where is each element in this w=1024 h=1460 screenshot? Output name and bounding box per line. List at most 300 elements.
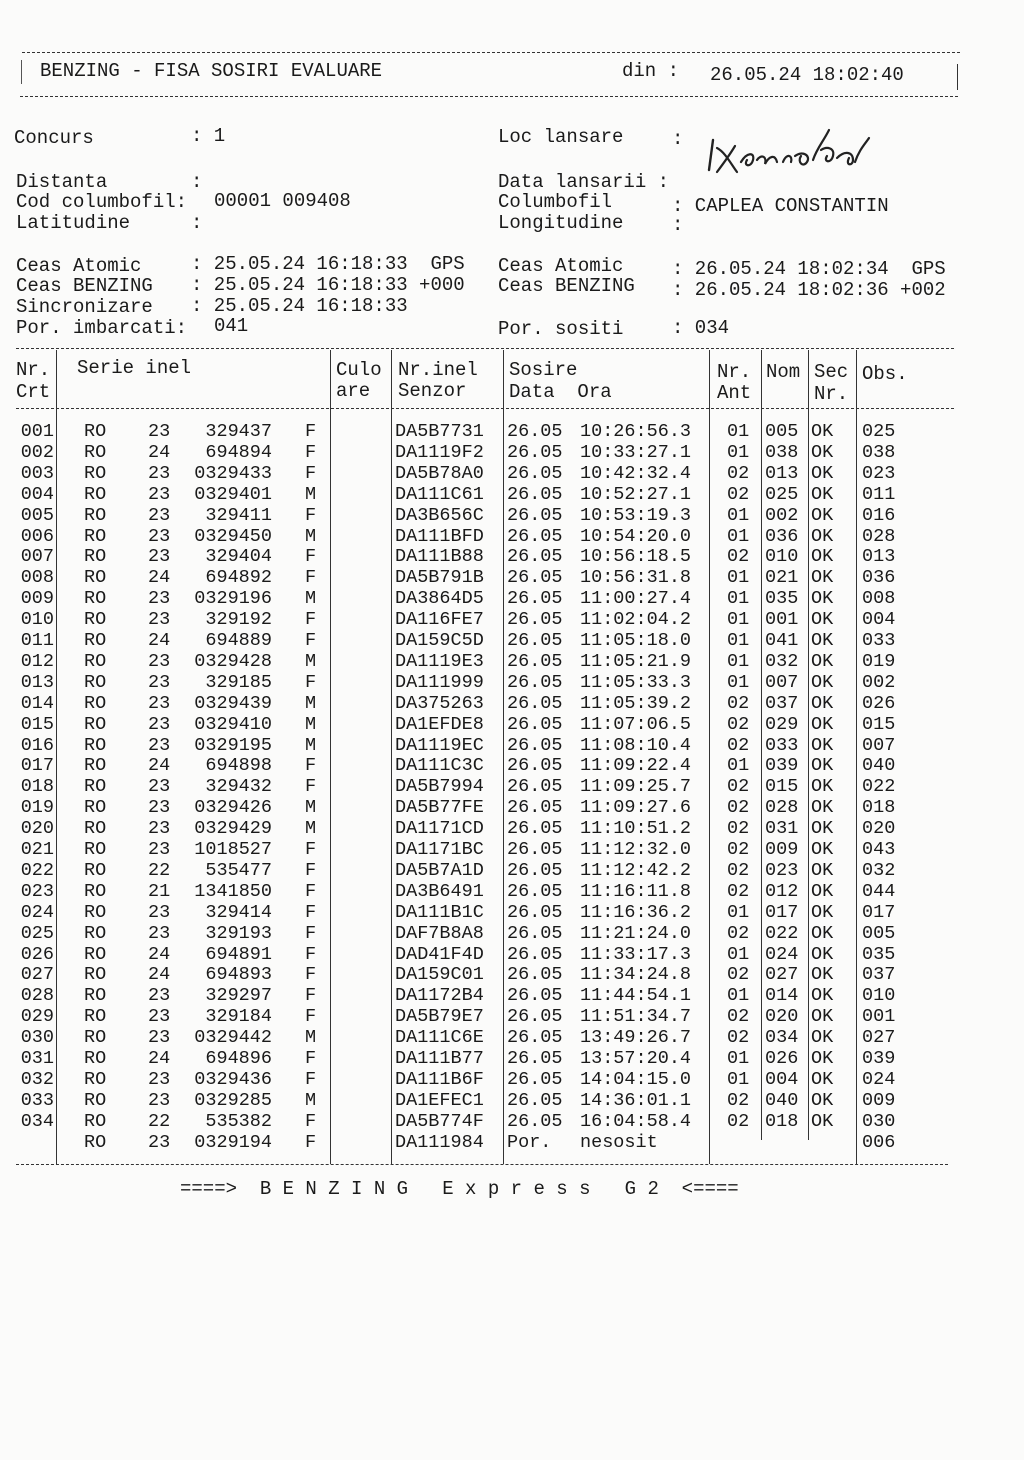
cell-sec: OK [811,776,834,798]
cell-inel: 694889 [205,630,272,651]
cell-data: 26.05 [507,985,563,1007]
cell-ora: 11:10:51.2 [580,818,692,840]
cell-an: 23 [148,797,171,819]
cell-senzor: DA5B7994 [395,776,484,798]
cell-sex: F [305,504,317,526]
cell-obs: 044 [862,880,896,902]
cell-obs: 006 [862,1131,896,1153]
col-sep-culoare [391,350,392,1164]
cell-senzor: DA5B78A0 [395,462,484,484]
cell-inel: 535382 [205,1110,272,1132]
loc-lansare-label: Loc lansare [498,126,624,148]
cell-obs: 035 [862,943,896,965]
cell-inel: 0329428 [194,650,272,672]
cell-ant: 02 [727,546,750,568]
cell-inel: 329404 [205,546,272,568]
concurs-label: Concurs [14,127,94,149]
cell-data: 26.05 [507,776,563,798]
cell-obs: 024 [862,1068,896,1090]
cell-nom: 028 [765,797,799,819]
cell-crt: 006 [20,525,54,547]
cell-nom: 033 [765,734,799,756]
cell-nom: 015 [765,776,799,798]
cell-sex: F [305,776,317,798]
cell-sec: OK [811,692,834,714]
cod-columbofil-label: Cod columbofil: [16,191,188,213]
cell-nom: 018 [765,1110,799,1132]
cell-sex: F [305,671,317,693]
cell-an: 24 [148,567,171,589]
cell-tara: RO [84,692,107,714]
cell-senzor: DA1119E3 [395,650,484,672]
cell-an: 24 [148,441,171,463]
cell-an: 23 [148,985,171,1007]
cell-obs: 025 [862,421,896,442]
cell-data: 26.05 [507,525,563,547]
cell-senzor: DA111B77 [395,1048,484,1069]
cell-nom: 039 [765,755,799,777]
report-title: BENZING - FISA SOSIRI EVALUARE [40,60,383,82]
cell-sec: OK [811,441,834,463]
cell-ora: 11:51:34.7 [580,1006,692,1028]
cell-inel: 329193 [205,922,272,944]
cell-an: 23 [148,421,171,442]
cell-inel: 0329433 [194,462,272,484]
cell-crt: 026 [20,943,54,965]
cell-inel: 0329442 [194,1027,272,1049]
cell-senzor: DAD41F4D [395,943,484,965]
cell-sec: OK [811,985,834,1007]
cell-obs: 004 [862,609,896,631]
cell-ant: 01 [727,901,750,923]
cell-data: 26.05 [507,483,563,505]
cell-inel: 329184 [205,1006,272,1028]
col-sep-senzor [503,350,504,1164]
cell-ant: 01 [727,650,750,672]
cell-ora: 10:33:27.1 [580,441,692,463]
cell-sec: OK [811,462,834,484]
cell-ora: 11:16:11.8 [580,880,692,902]
cell-ant: 02 [727,1089,750,1111]
cell-an: 23 [148,734,171,756]
cell-ant: 02 [727,964,750,986]
cell-inel: 694894 [205,441,272,463]
cell-nom: 012 [765,880,799,902]
cell-sec: OK [811,943,834,965]
th-nr: Nr. [16,359,51,381]
cell-sex: F [305,462,317,484]
loc-lansare-sep: : [672,128,684,150]
cell-an: 23 [148,1027,171,1049]
cell-senzor: DA111BFD [395,525,484,547]
cell-crt: 030 [20,1027,54,1049]
cell-inel: 0329194 [194,1131,272,1153]
cell-senzor: DA3B6491 [395,880,484,902]
cell-data: 26.05 [507,421,563,442]
cell-ant: 01 [727,609,750,631]
ceas-benzing-end-value: : 26.05.24 18:02:36 +002 [672,279,946,301]
cell-data: 26.05 [507,901,563,923]
cell-data: 26.05 [507,462,563,484]
th-nr-ant: Nr. [717,361,752,383]
cell-sex: F [305,943,317,965]
cell-ant: 02 [727,880,750,902]
cell-senzor: DA1119EC [395,734,484,756]
cell-ant: 01 [727,1048,750,1069]
cell-an: 23 [148,1089,171,1111]
cell-inel: 0329439 [194,692,272,714]
th-data-ora: Data Ora [509,381,612,403]
cell-ant: 01 [727,588,750,610]
cell-sec: OK [811,734,834,756]
cell-sec: OK [811,609,834,631]
cell-ant: 02 [727,922,750,944]
cell-sec: OK [811,964,834,986]
cell-ant: 01 [727,567,750,589]
cell-ora: 11:33:17.3 [580,943,692,965]
cell-obs: 022 [862,776,896,798]
cell-senzor: DA5B77FE [395,797,484,819]
cell-an: 22 [148,1110,171,1132]
cell-sec: OK [811,713,834,735]
cell-sec: OK [811,901,834,923]
header-bottom-rule [20,96,958,97]
cell-an: 23 [148,588,171,610]
cell-ant: 02 [727,713,750,735]
cell-nom: 013 [765,462,799,484]
cell-data: 26.05 [507,1006,563,1028]
cell-data: 26.05 [507,630,563,651]
cell-ora: 10:54:20.0 [580,525,692,547]
cell-tara: RO [84,609,107,631]
cell-an: 23 [148,671,171,693]
th-sec-nr: Nr. [814,383,849,405]
cell-inel: 0329436 [194,1068,272,1090]
cell-senzor: DA5B7731 [395,421,484,442]
cell-senzor: DA116FE7 [395,609,484,631]
cell-obs: 001 [862,1006,896,1028]
cell-ora: 11:16:36.2 [580,901,692,923]
cell-obs: 036 [862,567,896,589]
header-left-edge [21,60,22,84]
cell-tara: RO [84,421,107,442]
cell-ora: 11:02:04.2 [580,609,692,631]
cell-ant: 02 [727,776,750,798]
cell-tara: RO [84,859,107,881]
cell-tara: RO [84,943,107,965]
cell-tara: RO [84,1131,107,1153]
cell-inel: 0329429 [194,818,272,840]
cell-ant: 02 [727,734,750,756]
cell-an: 23 [148,1131,171,1153]
cell-senzor: DA111C3C [395,755,484,777]
cell-senzor: DA5B774F [395,1110,484,1132]
cell-sec: OK [811,859,834,881]
cell-sex: F [305,567,317,589]
cell-nom: 038 [765,441,799,463]
cell-ora: 11:08:10.4 [580,734,692,756]
cell-data: 26.05 [507,818,563,840]
cell-ora: 14:36:01.1 [580,1089,692,1111]
cell-sex: F [305,859,317,881]
cell-senzor: DA111B1C [395,901,484,923]
cell-crt: 025 [20,922,54,944]
cell-data: 26.05 [507,504,563,526]
th-nr-inel: Nr.inel [398,359,478,381]
header-right-edge [957,64,958,90]
latitudine-value: : [191,212,203,234]
cell-crt: 013 [20,671,54,693]
cell-sec: OK [811,567,834,589]
col-sep-ant [761,350,762,1140]
cell-crt: 032 [20,1068,54,1090]
cell-ora: 16:04:58.4 [580,1110,692,1132]
cell-crt: 028 [20,985,54,1007]
cell-obs: 019 [862,650,896,672]
cell-an: 23 [148,839,171,860]
cell-sex: M [305,1027,317,1049]
cell-obs: 039 [862,1048,896,1069]
cell-tara: RO [84,734,107,756]
cell-crt: 014 [20,692,54,714]
cell-inel: 694896 [205,1048,272,1069]
cell-ant: 02 [727,859,750,881]
cell-sex: M [305,588,317,610]
sincronizare-label: Sincronizare [16,296,153,318]
por-sositi-value: : 034 [672,317,730,339]
distanta-label: Distanta [16,171,108,193]
cell-ant: 02 [727,1110,750,1132]
cell-an: 23 [148,546,171,568]
cell-tara: RO [84,1110,107,1132]
cell-an: 23 [148,1006,171,1028]
cell-inel: 694893 [205,964,272,986]
cell-crt: 007 [20,546,54,568]
cell-crt: 002 [20,441,54,463]
cell-senzor: DA3864D5 [395,588,484,610]
cell-sec: OK [811,1068,834,1090]
cell-nom: 032 [765,650,799,672]
cell-ant: 02 [727,462,750,484]
cell-crt: 015 [20,713,54,735]
cell-sex: F [305,441,317,463]
col-sep-nom [808,350,809,1140]
cell-an: 23 [148,692,171,714]
cell-senzor: DA1171BC [395,839,484,860]
cell-inel: 1341850 [194,880,272,902]
table-bottom-rule [16,1164,948,1165]
cell-tara: RO [84,818,107,840]
cell-sex: M [305,734,317,756]
cell-senzor: DA111999 [395,671,484,693]
cell-ant: 02 [727,1027,750,1049]
cell-ora: 11:34:24.8 [580,964,692,986]
ceas-atomic-end-label: Ceas Atomic [498,255,624,277]
cell-senzor: DA5B79E7 [395,1006,484,1028]
cell-nom: 041 [765,630,799,651]
cell-obs: 018 [862,797,896,819]
cell-nom: 029 [765,713,799,735]
cell-obs: 009 [862,1089,896,1111]
cell-ora: 11:44:54.1 [580,985,692,1007]
cell-an: 23 [148,609,171,631]
cell-ora: 10:53:19.3 [580,504,692,526]
cell-sex: F [305,1006,317,1028]
cell-sec: OK [811,546,834,568]
cell-inel: 329432 [205,776,272,798]
cell-tara: RO [84,1006,107,1028]
cell-an: 24 [148,1048,171,1069]
col-sep-sec [856,350,857,1164]
cell-sec: OK [811,588,834,610]
col-sep-serie [330,350,331,1164]
cell-inel: 0329426 [194,797,272,819]
cell-ora: 10:42:32.4 [580,462,692,484]
cell-data: 26.05 [507,650,563,672]
cell-an: 23 [148,1068,171,1090]
cell-ora: 10:56:18.5 [580,546,692,568]
cell-crt: 019 [20,797,54,819]
cell-sex: F [305,630,317,651]
cell-obs: 005 [862,922,896,944]
cell-obs: 016 [862,504,896,526]
report-datetime: 26.05.24 18:02:40 [710,64,904,86]
cell-an: 23 [148,776,171,798]
cell-data: 26.05 [507,1089,563,1111]
cell-ant: 01 [727,441,750,463]
handwritten-signature [703,122,875,180]
cell-ora: 11:07:06.5 [580,713,692,735]
cell-inel: 0329450 [194,525,272,547]
cell-nom: 009 [765,839,799,860]
cell-nom: 025 [765,483,799,505]
cell-sex: F [305,755,317,777]
cell-sec: OK [811,1006,834,1028]
cell-ora: 11:09:27.6 [580,797,692,819]
cell-ora: nesosit [580,1131,658,1153]
cell-ant: 01 [727,504,750,526]
cell-an: 23 [148,462,171,484]
cell-ant: 02 [727,1006,750,1028]
cell-obs: 007 [862,734,896,756]
cell-senzor: DA375263 [395,692,484,714]
cell-data: 26.05 [507,588,563,610]
cell-tara: RO [84,839,107,860]
cell-senzor: DA1171CD [395,818,484,840]
cell-obs: 023 [862,462,896,484]
cell-nom: 023 [765,859,799,881]
cell-sec: OK [811,1048,834,1069]
cell-nom: 036 [765,525,799,547]
data-lansarii-label: Data lansarii : [498,171,670,193]
cell-an: 23 [148,713,171,735]
cell-sec: OK [811,818,834,840]
cell-sec: OK [811,880,834,902]
cell-tara: RO [84,462,107,484]
cell-senzor: DA111B88 [395,546,484,568]
cell-inel: 694898 [205,755,272,777]
ceas-atomic-end-value: : 26.05.24 18:02:34 GPS [672,258,946,280]
cell-crt: 021 [20,839,54,860]
cell-obs: 038 [862,441,896,463]
cell-tara: RO [84,504,107,526]
cell-nom: 027 [765,964,799,986]
cell-inel: 535477 [205,859,272,881]
cell-obs: 010 [862,985,896,1007]
cell-senzor: DA1172B4 [395,985,484,1007]
cell-sec: OK [811,421,834,442]
cell-sec: OK [811,483,834,505]
cell-obs: 026 [862,692,896,714]
cell-sex: M [305,1089,317,1111]
cell-tara: RO [84,483,107,505]
cell-an: 23 [148,483,171,505]
cell-sec: OK [811,525,834,547]
cell-sec: OK [811,1110,834,1132]
cell-ora: 10:26:56.3 [580,421,692,442]
cell-sex: M [305,713,317,735]
cell-senzor: DAF7B8A8 [395,922,484,944]
cell-obs: 017 [862,901,896,923]
cell-tara: RO [84,797,107,819]
cell-ora: 14:04:15.0 [580,1068,692,1090]
cell-tara: RO [84,755,107,777]
cell-sex: F [305,964,317,986]
cell-crt: 017 [20,755,54,777]
por-imbarcati-value: 041 [214,315,249,337]
cell-obs: 032 [862,859,896,881]
cell-nom: 037 [765,692,799,714]
cell-ora: 10:52:27.1 [580,483,692,505]
longitudine-label: Longitudine [498,212,624,234]
cell-nom: 002 [765,504,799,526]
cell-senzor: DA159C5D [395,630,484,651]
cell-crt: 016 [20,734,54,756]
cell-senzor: DA5B7A1D [395,859,484,881]
cell-tara: RO [84,630,107,651]
cell-nom: 034 [765,1027,799,1049]
cell-ant: 01 [727,985,750,1007]
cell-an: 23 [148,922,171,944]
cell-obs: 028 [862,525,896,547]
cell-sex: F [305,1131,317,1153]
cell-senzor: DA111C6E [395,1027,484,1049]
distanta-value: : [191,171,203,193]
cell-sec: OK [811,650,834,672]
cell-senzor: DA1EFEC1 [395,1089,484,1111]
cell-data: 26.05 [507,859,563,881]
cell-an: 23 [148,525,171,547]
cell-ora: 10:56:31.8 [580,567,692,589]
cell-obs: 037 [862,964,896,986]
cell-crt: 008 [20,567,54,589]
cell-sec: OK [811,671,834,693]
cell-sex: F [305,922,317,944]
por-imbarcati-label: Por. imbarcati: [16,317,188,339]
cell-ant: 02 [727,818,750,840]
cell-obs: 011 [862,483,896,505]
cell-nom: 020 [765,1006,799,1028]
cell-inel: 0329285 [194,1089,272,1111]
cell-ant: 01 [727,755,750,777]
cell-inel: 329297 [205,985,272,1007]
cell-data: 26.05 [507,713,563,735]
cell-sex: M [305,650,317,672]
cell-data: 26.05 [507,734,563,756]
cell-nom: 024 [765,943,799,965]
cell-ora: 11:09:22.4 [580,755,692,777]
cell-data: 26.05 [507,880,563,902]
